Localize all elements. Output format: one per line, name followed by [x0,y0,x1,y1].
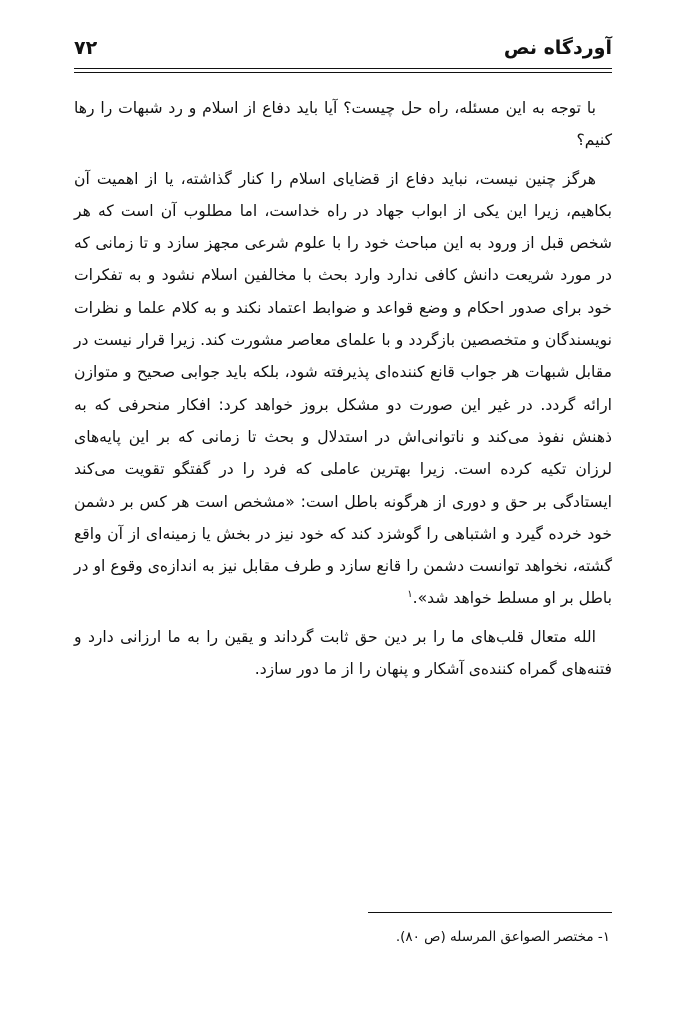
header-rule-thin [74,72,612,73]
page-number: ۷۲ [74,37,98,59]
footnote: ۱- مختصر الصواعق المرسله (ص ۸۰). [395,929,610,945]
footnote-separator [368,912,612,913]
paragraph-2 [74,163,612,615]
header-rule [74,68,612,69]
page-header [74,30,612,66]
paragraph-2-text: هرگز چنین نیست، نباید دفاع از قضایای اسلام را کنار گذاشته، یا از اهمیت آن بکاهیم، زیرا این یکی از ابواب جهاد در راه خداست، اما مطلوب آن است که هر شخص قبل از ورود به این مباحث خود را با علوم شرعی مجهز سازد و تا زمانی که در مورد شریعت دانش کافی ندارد وارد بحث با مخالفین اسلام نشود و به تفکرات خود برای صدور احکام و وضع قواعد و ضوابط اعتماد نکند و به کلام علما و نظرات نویسندگان و متخصصین بازگردد و با علمای معاصر مشورت کند. زیرا قرار نیست در مقابل شبهات هر جواب قانع کننده‌ای پذیرفته شود، بلکه باید جوابی صحیح و متوازن ارائه گردد. در غیر این صورت دو مشکل بروز خواهد کرد: افکار منحرفی که به ذهنش نفوذ می‌کند و ناتوانی‌اش در استدلال و بحث تا زمانی که بر این پایه‌های لرزان تکیه کرده است. زیرا بهترین عاملی که فرد را در گفتگو تقویت می‌کند ایستادگی بر حق و دوری از هرگونه باطل است: «مشخص است هر کس بر دشمن خود خرده گیرد و اشتباهی را گوشزد کند که خود نیز در بخش یا زمینه‌ای از آن واقع گشته، نخواهد توانست دشمن را قانع سازد و طرف مقابل نیز به اندازه‌ی وقوع او در باطل بر او مسلط خواهد شد». [74,169,612,608]
running-title: آوردگاه نص [503,37,612,59]
footnote-reference: ۱ [407,589,413,601]
paragraph-1: با توجه به این مسئله، راه حل چیست؟ آیا باید دفاع از اسلام و رد شبهات را رها کنیم؟ [74,99,612,150]
paragraph-3: الله متعال قلب‌های ما را بر دین حق ثابت گرداند و یقین را به ما ارزانی دارد و فتنه‌های گمراه کننده‌ی آشکار و پنهان را از ما دور سازد. [74,627,612,679]
body-text [74,92,612,691]
